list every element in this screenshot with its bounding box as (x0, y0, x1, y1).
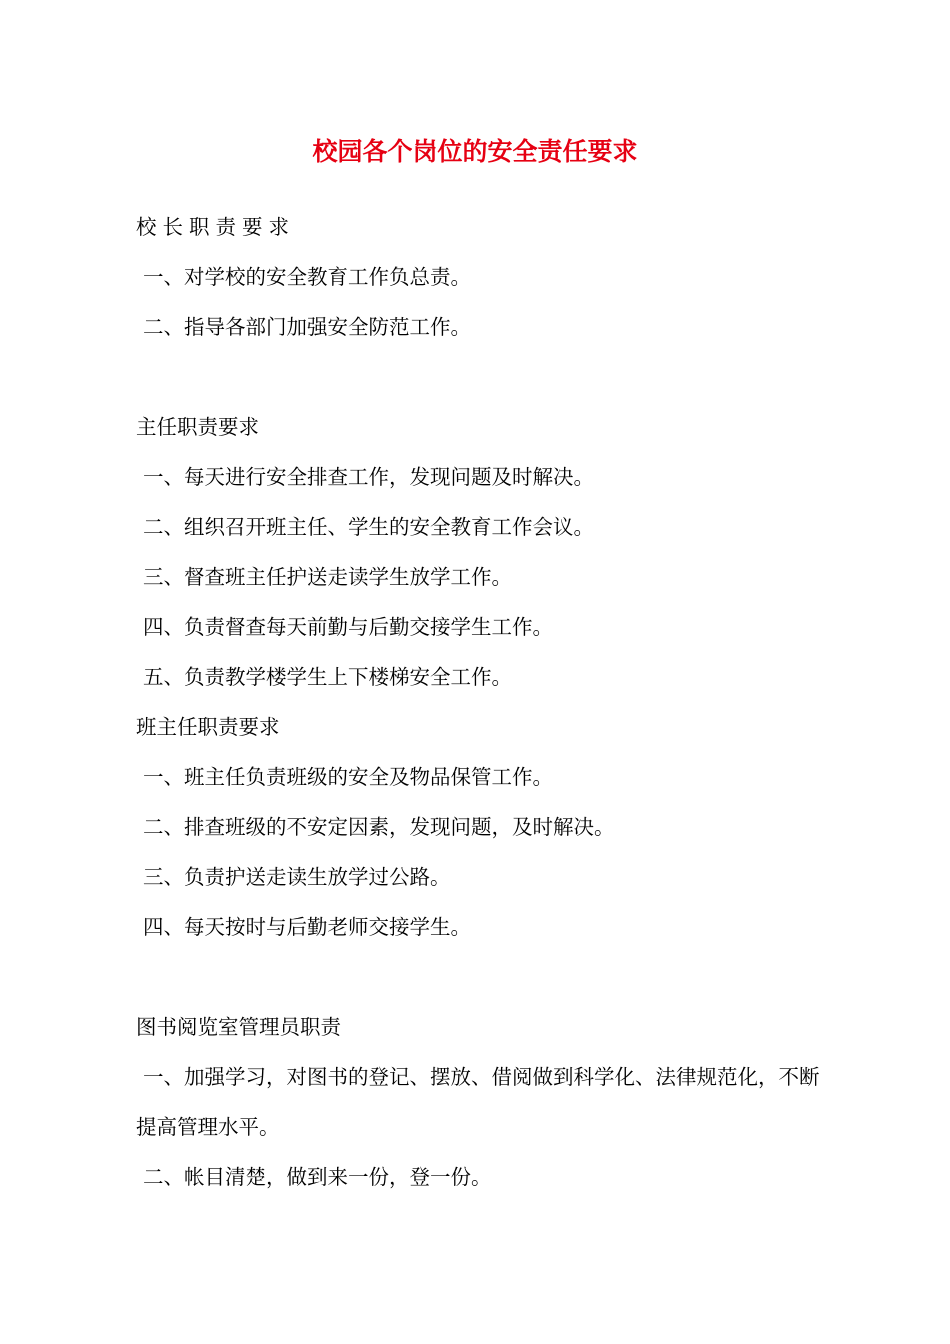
document-title: 校园各个岗位的安全责任要求 (312, 137, 638, 166)
list-item: 二、组织召开班主任、学生的安全教育工作会议。 (143, 515, 594, 539)
section-director (136, 402, 836, 702)
list-item: 四、每天按时与后勤老师交接学生。 (143, 915, 471, 939)
section-heading: 校长职责要求 (136, 215, 295, 239)
list-item: 一、每天进行安全排查工作，发现问题及时解决。 (143, 465, 594, 489)
blank-line (136, 352, 836, 402)
section-heading: 图书阅览室管理员职责 (136, 1015, 341, 1039)
section-heading: 主任职责要求 (136, 415, 259, 439)
list-item: 三、负责护送走读生放学过公路。 (143, 865, 451, 889)
list-item: 三、督查班主任护送走读学生放学工作。 (143, 565, 512, 589)
list-item: 五、负责教学楼学生上下楼梯安全工作。 (143, 665, 512, 689)
list-item: 四、负责督查每天前勤与后勤交接学生工作。 (143, 615, 553, 639)
section-class-teacher (136, 702, 836, 952)
section-librarian (136, 1002, 836, 1202)
list-item: 二、指导各部门加强安全防范工作。 (143, 315, 471, 339)
list-item: 一、对学校的安全教育工作负总责。 (143, 265, 471, 289)
blank-line (136, 952, 836, 1002)
list-item: 一、加强学习，对图书的登记、摆放、借阅做到科学化、法律规范化，不断提高管理水平。 (136, 1065, 820, 1139)
list-item: 一、班主任负责班级的安全及物品保管工作。 (143, 765, 553, 789)
section-principal (136, 202, 836, 352)
section-heading: 班主任职责要求 (136, 715, 280, 739)
list-item: 二、排查班级的不安定因素，发现问题，及时解决。 (143, 815, 615, 839)
list-item: 二、帐目清楚，做到来一份，登一份。 (143, 1165, 492, 1189)
document-body (136, 202, 836, 1202)
